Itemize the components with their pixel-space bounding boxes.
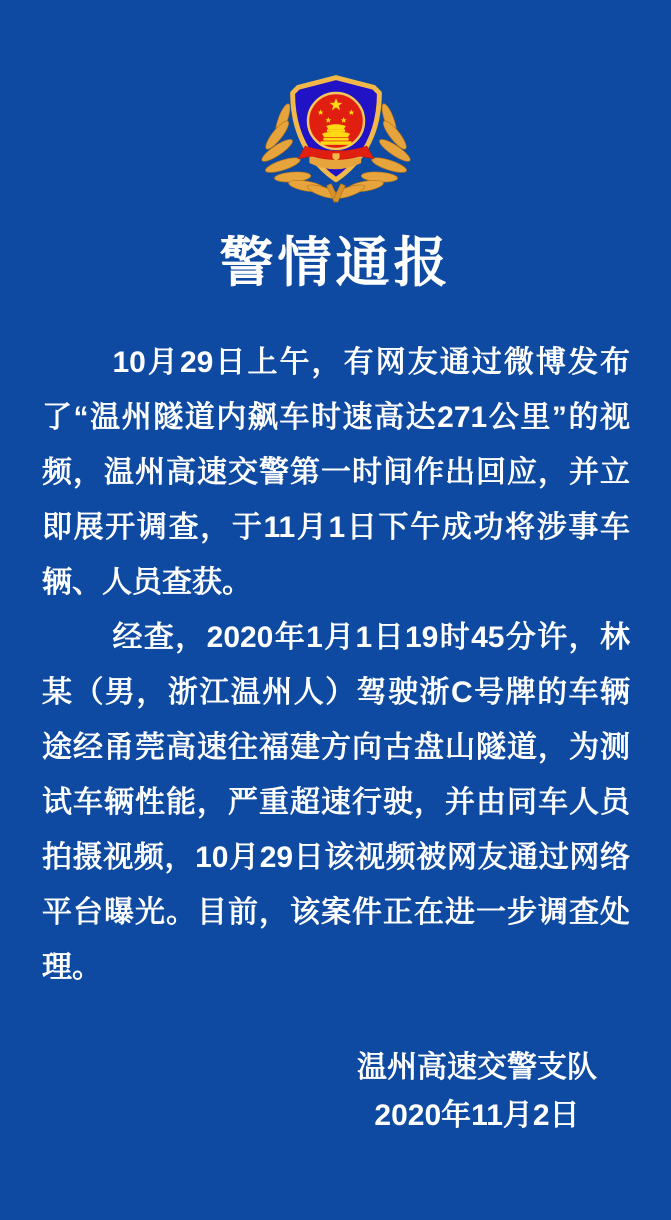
police-badge-svg: [259, 64, 413, 206]
notice-body: [42, 335, 630, 995]
signature-unit: 温州高速交警支队: [357, 1051, 597, 1084]
police-badge-icon: [259, 64, 413, 206]
signature-date: 2020年11月2日: [374, 1099, 580, 1132]
signature-block: [357, 1044, 597, 1140]
notice-paragraph-1: 10月29日上午，有网友通过微博发布了“温州隧道内飙车时速高达271公里”的视频，温州高速交警第一时间作出回应，并立即展开调查，于11月1日下午成功将涉事车辆、人员查获。: [42, 346, 630, 599]
notice-paragraph-2: 经查，2020年1月1日19时45分许，林某（男，浙江温州人）驾驶浙C号牌的车辆途经甬莞高速往福建方向古盘山隧道，为测试车辆性能，严重超速行驶，并由同车人员拍摄视频，10月29日该视频被网友通过网络平台曝光。目前，该案件正在进一步调查处理。: [42, 621, 630, 984]
notice-title: 警情通报: [219, 233, 452, 293]
